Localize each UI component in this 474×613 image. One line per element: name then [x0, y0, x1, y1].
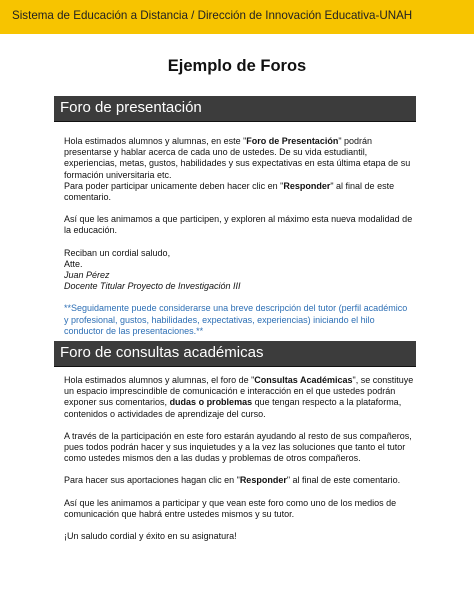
banner-text: Sistema de Educación a Distancia / Dirección de Innovación Educativa-UNAH	[12, 9, 413, 22]
paragraph: Así que les animamos a participar y que vean este foro como uno de los medios de comunicación que habrá entre ustedes mismos y su tutor.	[64, 497, 397, 519]
paragraph: Hola estimados alumnos y alumnas, en este "Foro de Presentación" podrán presentarse y hablar acerca de cada uno de ustedes. De su vida estudiantil, experiencias, metas, gustos, habilidades y sus expectativas en esta última etapa de su formación universitaria etc.	[64, 136, 411, 180]
section-heading: Foro de consultas académicas	[60, 344, 264, 361]
section-heading: Foro de presentación	[60, 99, 202, 116]
paragraph: Para poder participar unicamente deben hacer clic en "Responder" al final de este comentario.	[64, 180, 395, 203]
top-banner	[0, 0, 474, 34]
section-header-consultas	[54, 341, 416, 367]
paragraph: A través de la participación en este foro estarán ayudando al resto de sus compañeros, pues todos podrán hacer y sus inquietudes y a la vez las soluciones que tanto el tutor como ustedes mismos den a las dudas y problemas de otros compañeros.	[64, 430, 412, 464]
paragraph: Hola estimados alumnos y alumnas, el foro de "Consultas Académicas", se constituye un espacio imprescindible de comunicación e interacción en el que ustedes podrán exponer sus comentarios, dudas o problemas que tengan respecto a la plataforma, contenidos o actividades de aprendizaje del curso.	[64, 375, 414, 419]
greeting: Reciban un cordial saludo,	[64, 247, 171, 258]
section-header-presentacion	[54, 96, 416, 122]
author-name: Juan Pérez	[64, 270, 110, 281]
closing: ¡Un saludo cordial y éxito en su asignatura!	[64, 531, 237, 542]
tutor-note: **Seguidamente puede considerarse una breve descripción del tutor (perfil académico y profesional, gustos, habilidades, expectativas, experiencias) iniciando el hilo conductor de las presentaciones.**	[64, 303, 408, 336]
section-body-consultas	[64, 375, 414, 542]
paragraph: Así que les animamos a que participen, y exploren al máximo esta nueva modalidad de la educación.	[64, 214, 413, 236]
signoff: Atte.	[64, 258, 83, 269]
author-title: Docente Titular Proyecto de Investigación III	[64, 281, 241, 292]
page-title: Ejemplo de Foros	[167, 57, 307, 75]
section-body-presentacion	[64, 136, 414, 337]
paragraph: Para hacer sus aportaciones hagan clic en "Responder" al final de este comentario.	[64, 475, 401, 486]
